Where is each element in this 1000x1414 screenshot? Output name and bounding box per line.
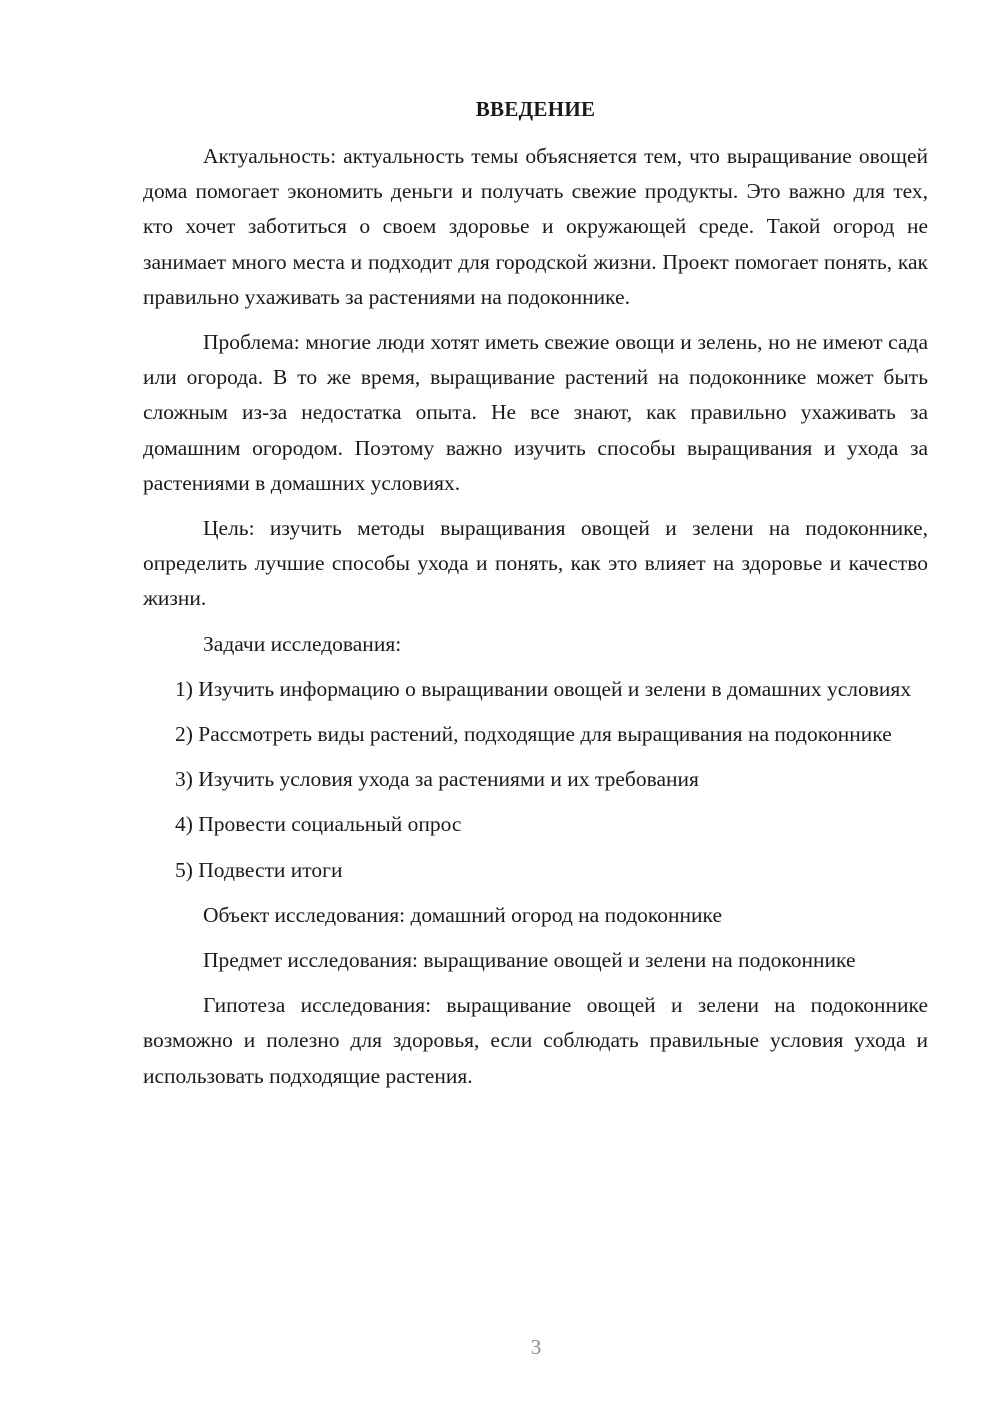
task-item-2: 2) Рассмотреть виды растений, подходящие для выращивания на подоконнике bbox=[175, 722, 892, 747]
task-item-5: 5) Подвести итоги bbox=[175, 857, 343, 882]
task-item-4: 4) Провести социальный опрос bbox=[175, 812, 462, 837]
paragraph-problem: Проблема: многие люди хотят иметь свежие овощи и зелень, но не имеют сада или огорода. В то же время, выращивание растений на подоконнике может быть сложным из-за недостатка опыта. Не все знают, как правильно ухаживать за домашним огородом. Поэтому важно изучить способы выращивания и ухода за растениями в домашних условиях. bbox=[143, 330, 928, 495]
task-item-1: 1) Изучить информацию о выращивании овощей и зелени в домашних условиях bbox=[175, 676, 912, 701]
page-number: 3 bbox=[530, 1335, 542, 1359]
section-title: ВВЕДЕНИЕ bbox=[475, 97, 596, 121]
paragraph-tasks-heading: Задачи исследования: bbox=[203, 631, 402, 656]
page-content bbox=[143, 92, 928, 1104]
paragraph-goal: Цель: изучить методы выращивания овощей и зелени на подоконнике, определить лучшие способы ухода и понять, как это влияет на здоровье и качество жизни. bbox=[143, 516, 928, 611]
paragraph-subject: Предмет исследования: выращивание овощей и зелени на подоконнике bbox=[203, 948, 856, 973]
paragraph-object: Объект исследования: домашний огород на подоконнике bbox=[203, 902, 722, 927]
paragraph-relevance: Актуальность: актуальность темы объясняется тем, что выращивание овощей дома помогает экономить деньги и получать свежие продукты. Это важно для тех, кто хочет заботиться о своем здоровье и окружающей среде. Такой огород не занимает много места и подходит для городской жизни. Проект помогает понять, как правильно ухаживать за растениями на подоконнике. bbox=[143, 144, 928, 309]
paragraph-hypothesis: Гипотеза исследования: выращивание овощей и зелени на подоконнике возможно и полезно для здоровья, если соблюдать правильные условия ухода и использовать подходящие растения. bbox=[143, 993, 928, 1088]
task-item-3: 3) Изучить условия ухода за растениями и их требования bbox=[175, 767, 699, 792]
